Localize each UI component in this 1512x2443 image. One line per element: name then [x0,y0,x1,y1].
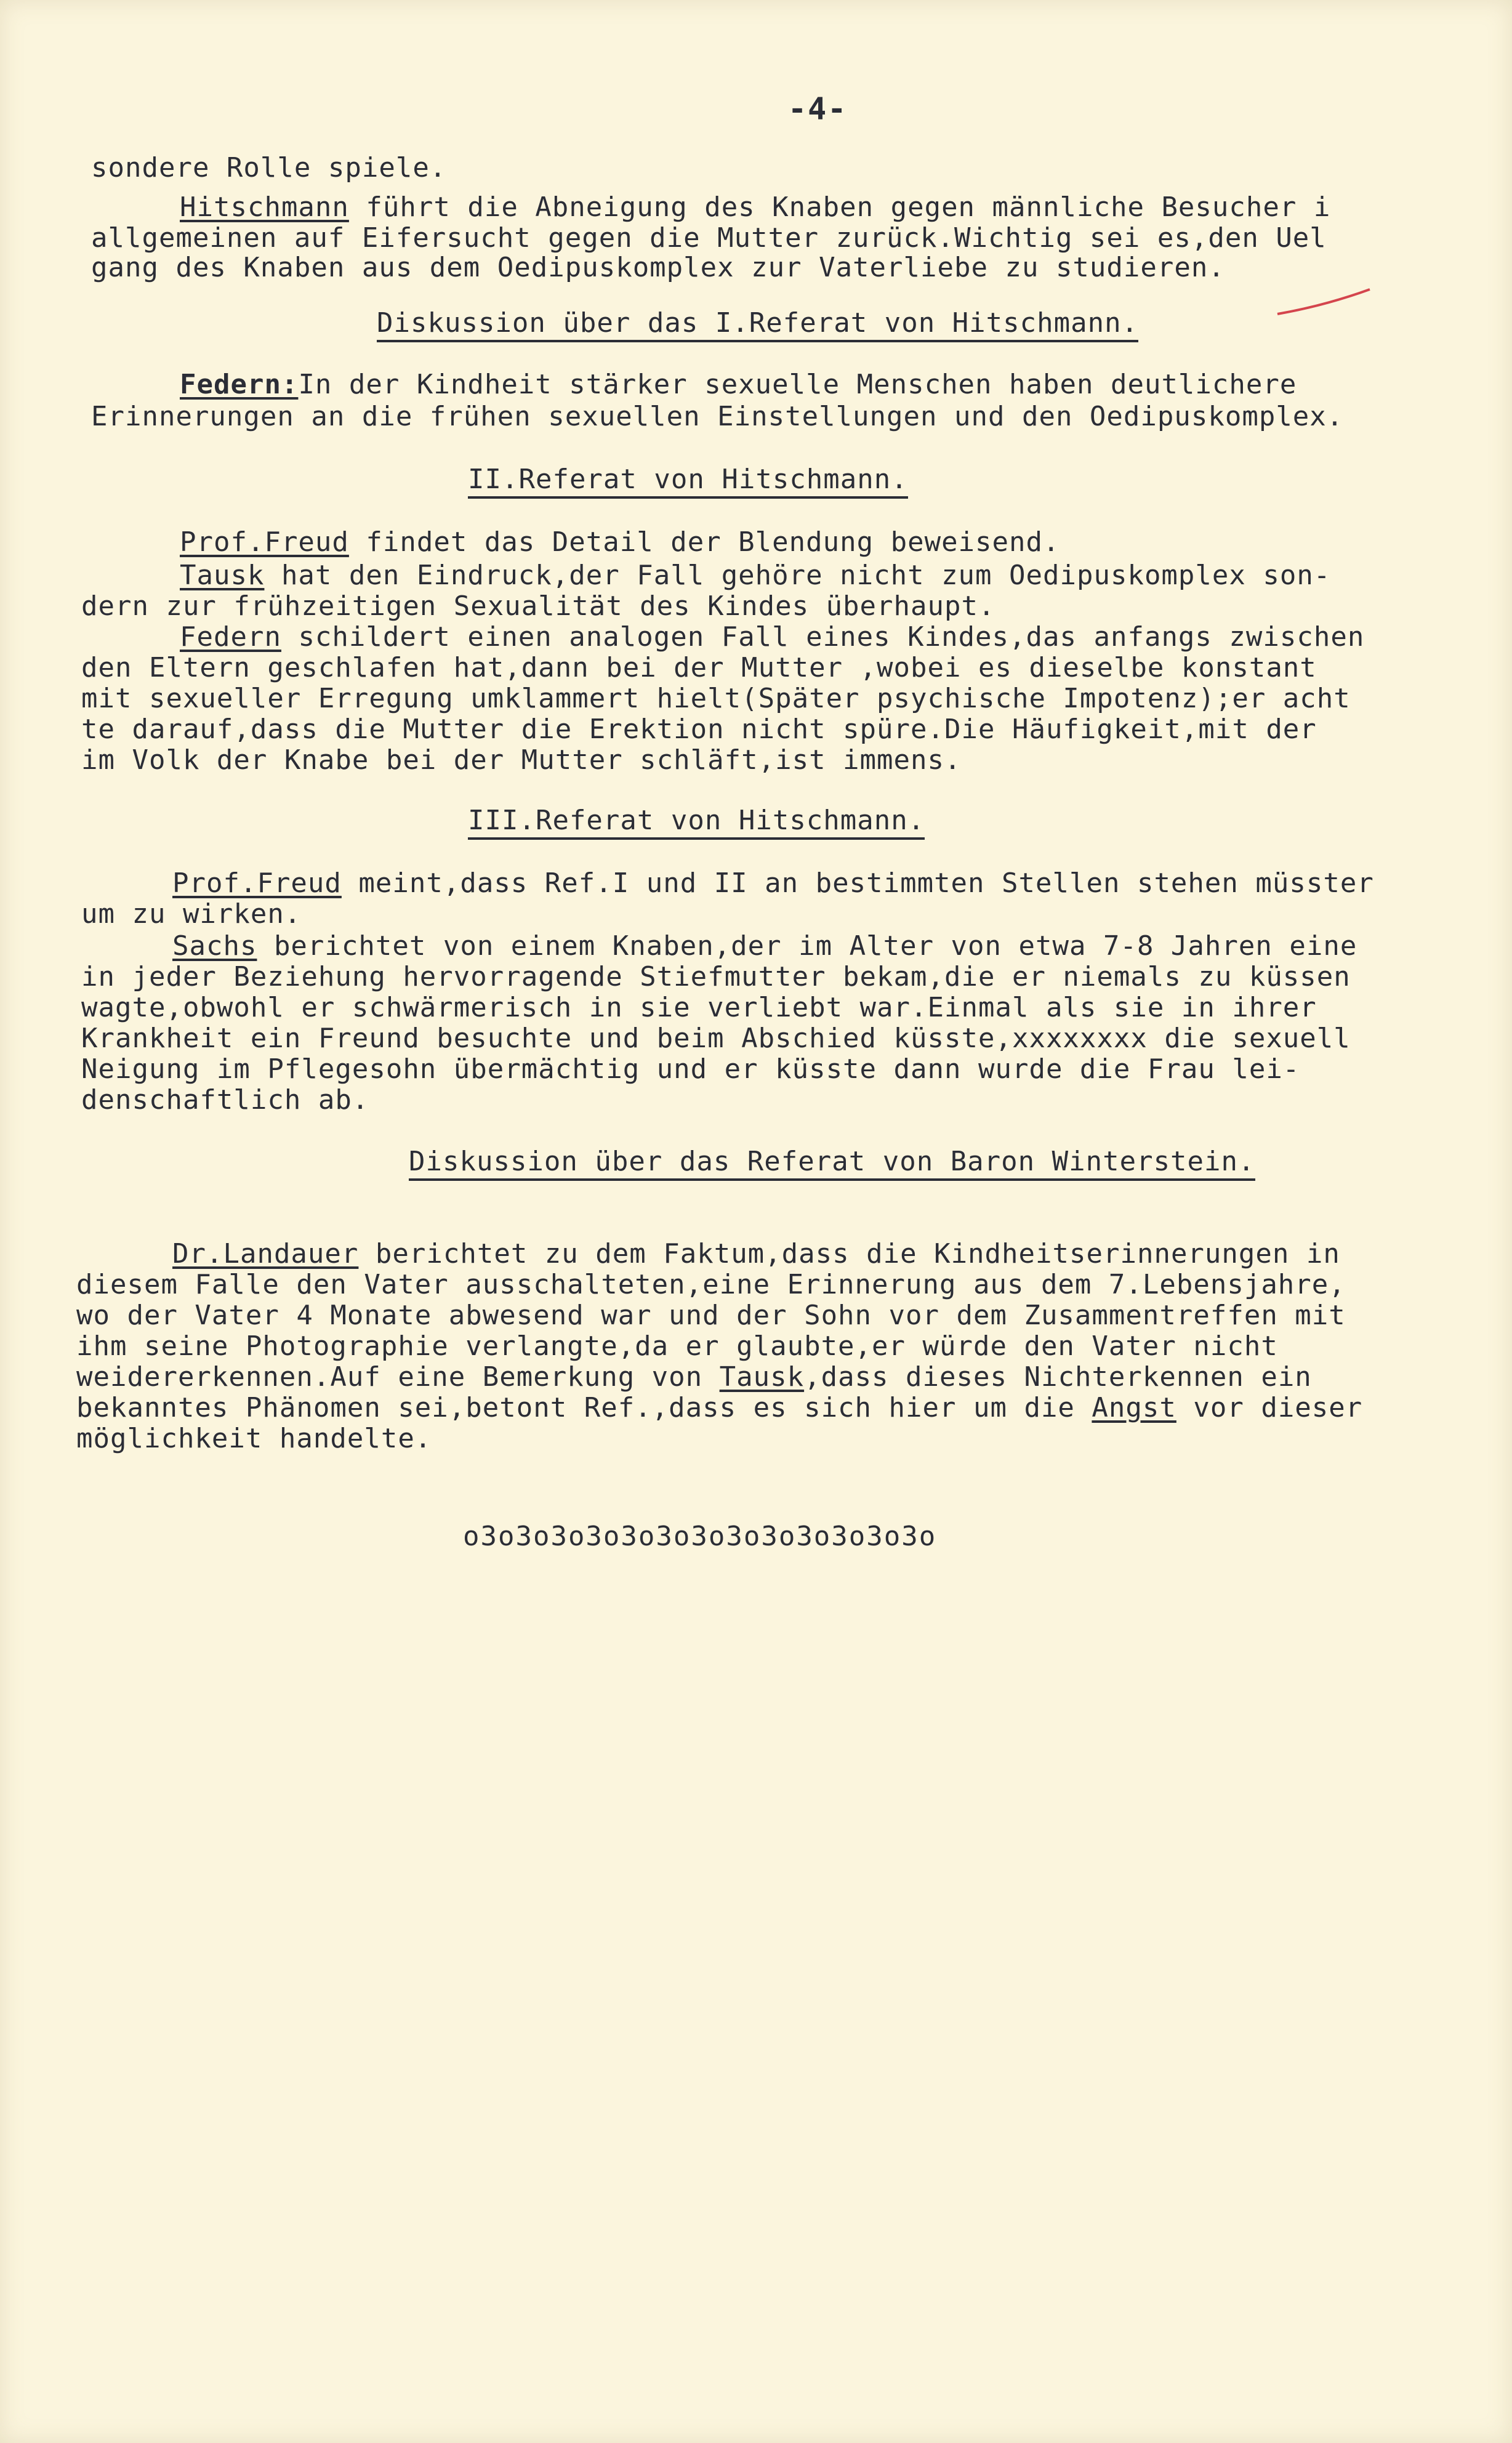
intro-line-2: Hitschmann führt die Abneigung des Knaben gegen männliche Besucher i [180,191,1331,223]
footer-ornament: o3o3o3o3o3o3o3o3o3o3o3o3o3o [463,1521,937,1552]
intro-line-3: allgemeinen auf Eifersucht gegen die Mutter zurück.Wichtig sei es,den Uel [91,222,1327,254]
speaker-federn: Federn [180,621,281,653]
section3-para-2-line-2: in jeder Beziehung hervorragende Stiefmutter bekam,die er niemals zu küssen [81,961,1351,992]
intro-line-1: sondere Rolle spiele. [91,152,447,183]
section2-para-3-line-1: Federn schildert einen analogen Fall eines Kindes,das anfangs zwischen [180,621,1365,653]
section2-para-3-line-3: mit sexueller Erregung umklammert hielt(Später psychische Impotenz);er acht [81,683,1351,714]
section2-para-1: Prof.Freud findet das Detail der Blendung beweisend. [180,526,1060,558]
section4-line-7: möglichkeit handelte. [76,1423,432,1454]
speaker-tausk: Tausk [719,1361,805,1393]
section-heading-2: II.Referat von Hitschmann. [468,464,908,499]
section1-line-2: Erinnerungen an die frühen sexuellen Einstellungen und den Oedipuskomplex. [91,401,1344,432]
underlined-word: Angst [1092,1392,1176,1423]
section-heading-1: Diskussion über das I.Referat von Hitschmann. [377,308,1138,342]
section3-para-2-line-5: Neigung im Pflegesohn übermächtig und er küsste dann wurde die Frau lei- [81,1053,1300,1085]
section4-line-2: diesem Falle den Vater ausschalteten,eine Erinnerung aus dem 7.Lebensjahre, [76,1269,1346,1300]
speaker-dr-landauer: Dr.Landauer [172,1238,359,1270]
page-number: -4- [788,91,848,127]
section4-line-5: weidererkennen.Auf eine Bemerkung von Tausk,dass dieses Nichterkennen ein [76,1361,1312,1393]
section3-para-1-line-1: Prof.Freud meint,dass Ref.I und II an bestimmten Stellen stehen müsster [172,867,1374,899]
pencil-mark-icon [1274,284,1373,321]
section3-para-2-line-1: Sachs berichtet von einem Knaben,der im Alter von etwa 7-8 Jahren eine [172,930,1357,962]
section2-para-3-line-5: im Volk der Knabe bei der Mutter schläft,ist immens. [81,744,962,776]
speaker-prof-freud: Prof.Freud [180,526,349,558]
section4-line-1: Dr.Landauer berichtet zu dem Faktum,dass die Kindheitserinnerungen in [172,1238,1340,1270]
section3-para-2-line-3: wagte,obwohl er schwärmerisch in sie verliebt war.Einmal als sie in ihrer [81,992,1317,1023]
speaker-sachs: Sachs [172,930,257,962]
section4-line-3: wo der Vater 4 Monate abwesend war und der Sohn vor dem Zusammentreffen mit [76,1300,1346,1331]
section2-para-2-line-2: dern zur frühzeitigen Sexualität des Kindes überhaupt. [81,590,995,622]
section-heading-3: III.Referat von Hitschmann. [468,805,925,840]
section2-para-3-line-4: te darauf,dass die Mutter die Erektion nicht spüre.Die Häufigkeit,mit der [81,714,1317,745]
speaker-hitschmann: Hitschmann [180,191,349,223]
speaker-federn: Federn: [180,369,299,400]
speaker-tausk: Tausk [180,560,265,591]
intro-line-4: gang des Knaben aus dem Oedipuskomplex zur Vaterliebe zu studieren. [91,252,1225,283]
speaker-prof-freud: Prof.Freud [172,867,342,899]
section2-para-2-line-1: Tausk hat den Eindruck,der Fall gehöre nicht zum Oedipuskomplex son- [180,560,1331,591]
section3-para-2-line-6: denschaftlich ab. [81,1084,369,1116]
section4-line-6: bekanntes Phänomen sei,betont Ref.,dass es sich hier um die Angst vor dieser [76,1392,1363,1423]
section1-line-1: Federn:In der Kindheit stärker sexuelle Menschen haben deutlichere [180,369,1297,400]
section4-line-4: ihm seine Photographie verlangte,da er glaubte,er würde den Vater nicht [76,1330,1278,1362]
section-heading-4: Diskussion über das Referat von Baron Winterstein. [409,1146,1255,1181]
section3-para-2-line-4: Krankheit ein Freund besuchte und beim Abschied küsste,xxxxxxxx die sexuell [81,1023,1351,1054]
section2-para-3-line-2: den Eltern geschlafen hat,dann bei der Mutter ,wobei es dieselbe konstant [81,652,1317,683]
section3-para-1-line-2: um zu wirken. [81,898,302,930]
